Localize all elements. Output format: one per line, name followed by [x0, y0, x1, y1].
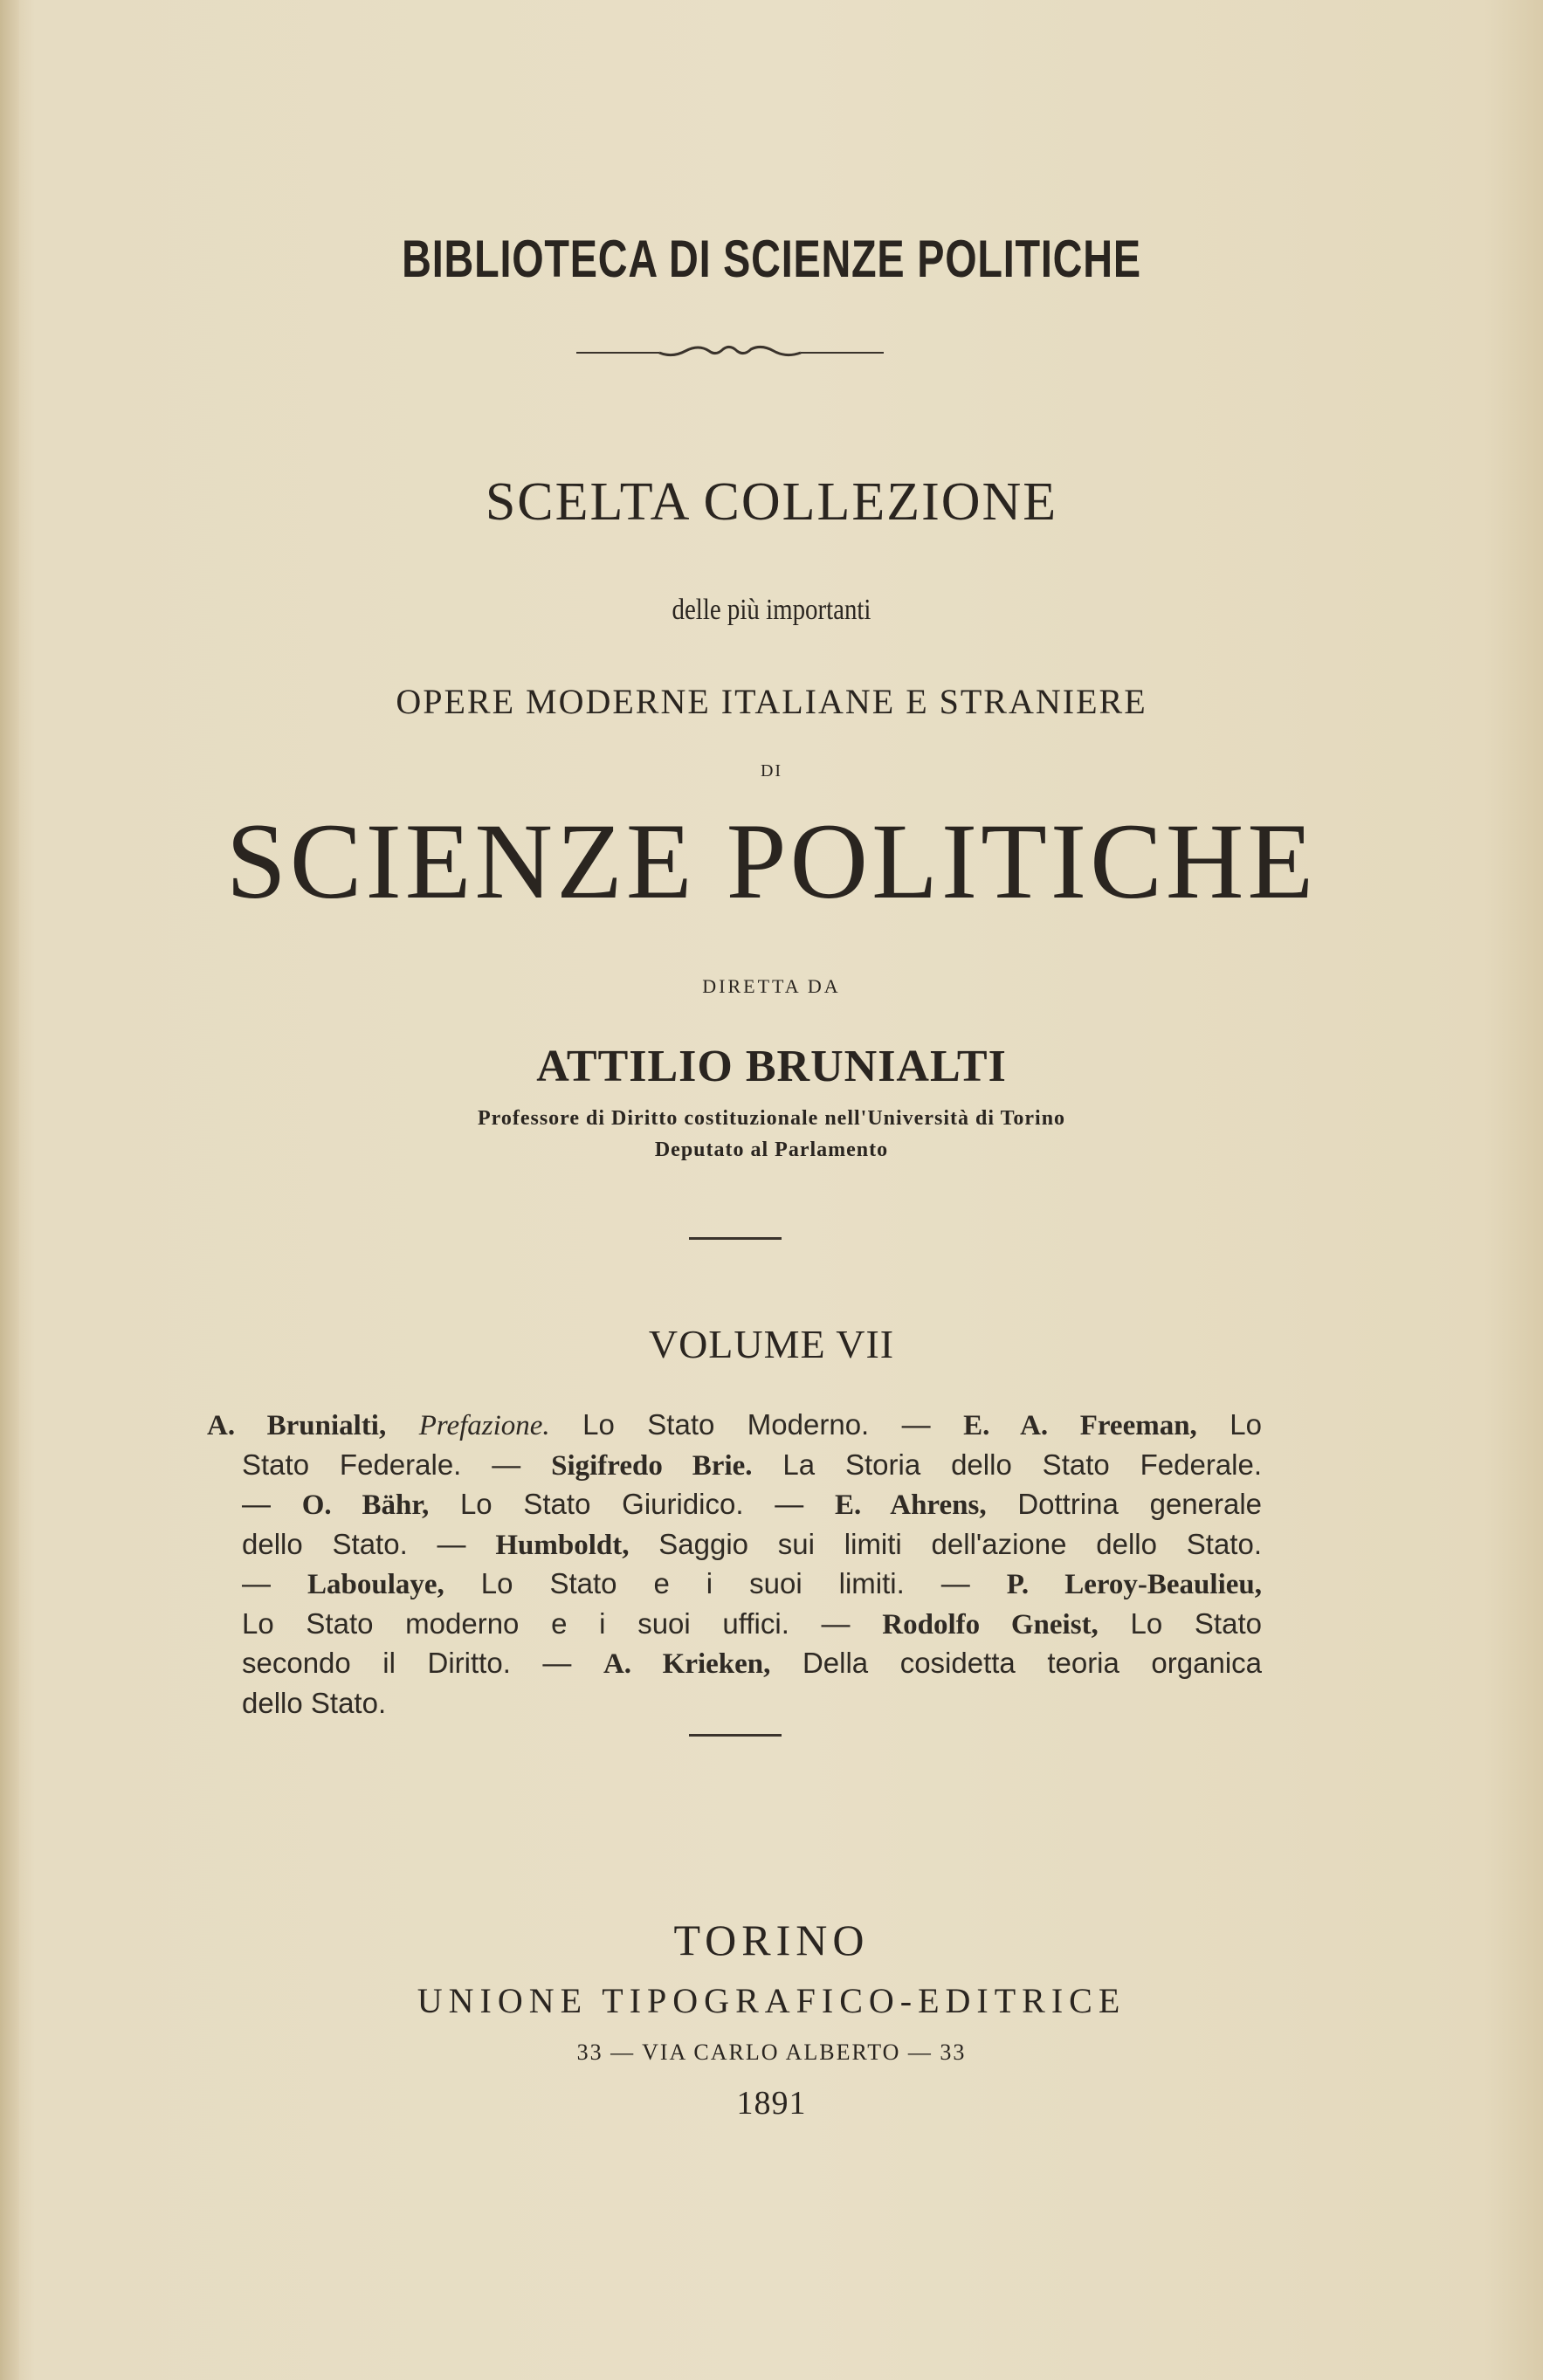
contents-line	[207, 1644, 1262, 1684]
contents-title: Della cosidetta teoria organica	[802, 1647, 1262, 1679]
contents-line	[207, 1565, 1262, 1605]
contents-dash: —	[242, 1488, 271, 1520]
publication-year: 1891	[736, 2085, 807, 2122]
collection-heading: SCELTA COLLEZIONE	[485, 472, 1058, 532]
contents-author: E. Ahrens,	[835, 1489, 987, 1521]
contents-line	[207, 1525, 1262, 1565]
binding-edge	[0, 0, 19, 2380]
contents-author: Humboldt,	[495, 1529, 630, 1561]
contents-title: Lo Stato Giuridico. —	[459, 1488, 804, 1520]
subtitle-delle: delle più importanti	[672, 594, 871, 626]
contents-title: Lo Stato e i suoi limiti. —	[480, 1567, 970, 1599]
subtitle-di: DI	[760, 761, 783, 781]
contents-title: Lo	[1230, 1408, 1262, 1441]
contents-title: dello Stato. —	[242, 1527, 466, 1560]
divider-rule	[689, 1734, 782, 1737]
contents-title: Saggio sui limiti dell'azione dello Stato.	[658, 1527, 1262, 1560]
contents-line	[207, 1406, 1262, 1446]
volume-contents	[207, 1406, 1262, 1722]
contents-line	[207, 1485, 1262, 1525]
series-title: BIBLIOTECA DI SCIENZE POLITICHE	[402, 230, 1141, 288]
contents-title: Stato Federale. —	[242, 1448, 521, 1481]
contents-author: O. Bähr,	[301, 1489, 430, 1521]
contents-author: Sigifredo Brie.	[551, 1449, 753, 1482]
contents-author: E. A. Freeman,	[963, 1410, 1197, 1441]
main-title: SCIENZE POLITICHE	[225, 801, 1318, 921]
divider-rule	[689, 1237, 782, 1240]
editor-title-deputy: Deputato al Parlamento	[654, 1138, 889, 1161]
contents-line	[207, 1446, 1262, 1486]
contents-line	[207, 1684, 1262, 1723]
contents-title: Lo Stato Moderno. —	[582, 1408, 931, 1441]
contents-title: Prefazione.	[418, 1410, 550, 1441]
editor-title-professor: Professore di Diritto costituzionale nell'Università di Torino	[477, 1107, 1066, 1130]
publisher-name: UNIONE TIPOGRAFICO-EDITRICE	[417, 1981, 1126, 2020]
contents-author: A. Krieken,	[603, 1648, 771, 1680]
editor-name: ATTILIO BRUNIALTI	[536, 1042, 1007, 1091]
contents-author: A. Brunialti,	[207, 1410, 387, 1441]
contents-title: secondo il Diritto. —	[242, 1647, 572, 1679]
ornament-divider-icon	[576, 339, 884, 365]
publisher-address: 33 — VIA CARLO ALBERTO — 33	[576, 2040, 967, 2065]
contents-author: Laboulaye,	[307, 1569, 444, 1600]
contents-title: Lo Stato	[1130, 1606, 1262, 1640]
contents-author: Rodolfo Gneist,	[882, 1608, 1099, 1641]
contents-author: P. Leroy-Beaulieu,	[1006, 1569, 1262, 1600]
directed-by-label: DIRETTA DA	[702, 975, 841, 997]
contents-title: Lo Stato moderno e i suoi uffici. —	[242, 1606, 851, 1640]
subtitle-opere: OPERE MODERNE ITALIANE E STRANIERE	[396, 682, 1147, 721]
volume-number: VOLUME VII	[648, 1322, 895, 1366]
contents-title: La Storia dello Stato Federale.	[782, 1448, 1263, 1481]
contents-title: Dottrina generale	[1017, 1488, 1263, 1520]
contents-title: dello Stato.	[242, 1686, 387, 1719]
publication-city: TORINO	[673, 1916, 870, 1964]
contents-line	[207, 1605, 1262, 1645]
contents-dash: —	[242, 1567, 271, 1599]
